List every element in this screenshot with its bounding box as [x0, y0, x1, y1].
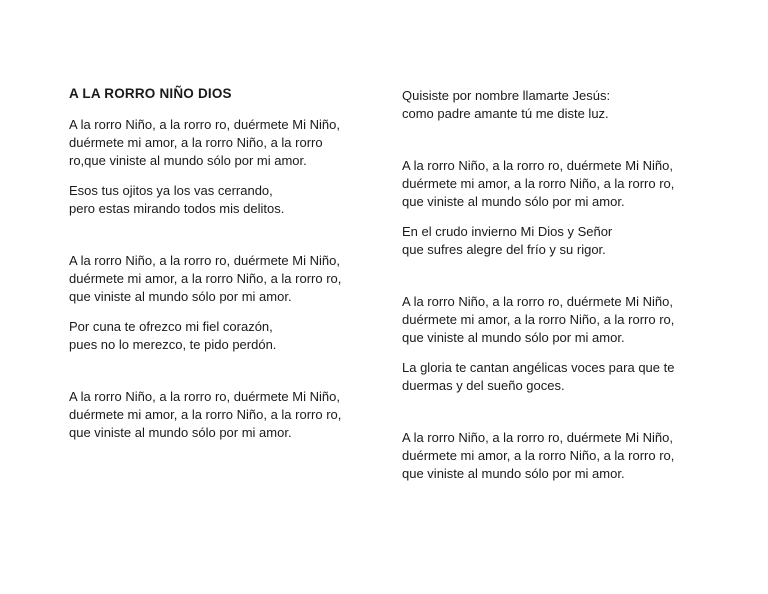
verse-line: A la rorro Niño, a la rorro ro, duérmete Mi Niño, — [69, 117, 340, 132]
verse-line: A la rorro Niño, a la rorro ro, duérmete Mi Niño, — [402, 158, 673, 173]
verse-line: Esos tus ojitos ya los vas cerrando, — [69, 183, 273, 198]
verse-line: ro,que viniste al mundo sólo por mi amor. — [69, 153, 307, 168]
stanza-chorus — [402, 157, 702, 211]
stanza-verse — [402, 223, 702, 259]
verse-line: como padre amante tú me diste luz. — [402, 106, 609, 121]
stanza-chorus — [402, 429, 702, 483]
verse-line: La gloria te cantan angélicas voces para que te — [402, 360, 675, 375]
stanza-verse — [69, 182, 369, 218]
verse-line: pero estas mirando todos mis delitos. — [69, 201, 285, 216]
left-column — [69, 86, 369, 442]
verse-line: duérmete mi amor, a la rorro Niño, a la rorro ro, — [69, 271, 342, 286]
verse-line: duérmete mi amor, a la rorro Niño, a la rorro ro, — [69, 407, 342, 422]
verse-line: que viniste al mundo sólo por mi amor. — [402, 330, 625, 345]
verse-line: duérmete mi amor, a la rorro Niño, a la rorro ro, — [402, 176, 675, 191]
stanza-chorus — [69, 116, 369, 170]
verse-line: duermas y del sueño goces. — [402, 378, 565, 393]
verse-line: que viniste al mundo sólo por mi amor. — [402, 466, 625, 481]
stanza-verse — [402, 359, 702, 395]
verse-line: que viniste al mundo sólo por mi amor. — [402, 194, 625, 209]
stanza-verse — [402, 87, 702, 123]
verse-line: duérmete mi amor, a la rorro Niño, a la rorro ro, — [402, 312, 675, 327]
verse-line: A la rorro Niño, a la rorro ro, duérmete Mi Niño, — [402, 294, 673, 309]
verse-line: pues no lo merezco, te pido perdón. — [69, 337, 277, 352]
stanza-chorus — [69, 252, 369, 306]
verse-line: En el crudo invierno Mi Dios y Señor — [402, 224, 613, 239]
verse-line: duérmete mi amor, a la rorro Niño, a la rorro — [69, 135, 323, 150]
verse-line: A la rorro Niño, a la rorro ro, duérmete Mi Niño, — [402, 430, 673, 445]
verse-line: duérmete mi amor, a la rorro Niño, a la rorro ro, — [402, 448, 675, 463]
verse-line: que viniste al mundo sólo por mi amor. — [69, 289, 292, 304]
verse-line: Quisiste por nombre llamarte Jesús: — [402, 88, 611, 103]
verse-line: A la rorro Niño, a la rorro ro, duérmete Mi Niño, — [69, 253, 340, 268]
stanza-verse — [69, 318, 369, 354]
poem-title: A LA RORRO NIÑO DIOS — [69, 86, 232, 101]
verse-line: Por cuna te ofrezco mi fiel corazón, — [69, 319, 273, 334]
stanza-chorus — [69, 388, 369, 442]
verse-line: A la rorro Niño, a la rorro ro, duérmete Mi Niño, — [69, 389, 340, 404]
right-column — [402, 87, 702, 483]
verse-line: que sufres alegre del frío y su rigor. — [402, 242, 606, 257]
verse-line: que viniste al mundo sólo por mi amor. — [69, 425, 292, 440]
stanza-chorus — [402, 293, 702, 347]
